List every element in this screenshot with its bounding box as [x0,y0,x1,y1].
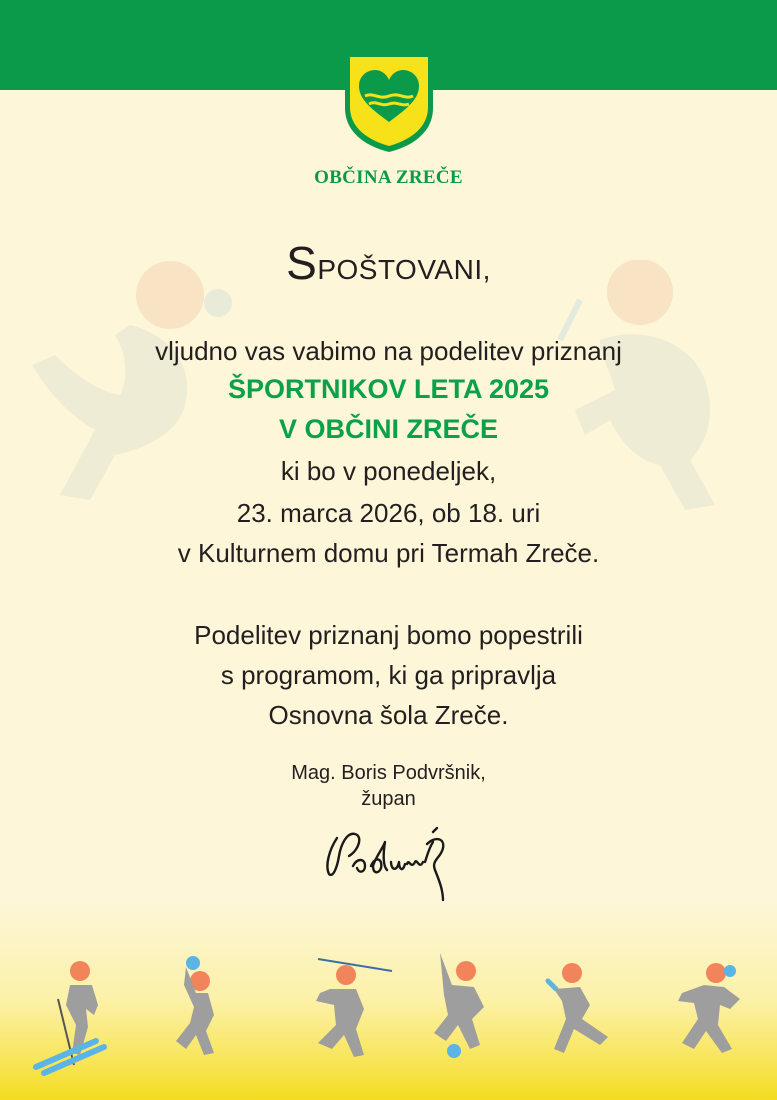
javelin-thrower-icon [316,959,392,1057]
skier-icon [36,961,104,1073]
program-line1: Podelitev priznanj bomo popestrili [194,620,583,650]
invite-line: vljudno vas vabimo na podelitev priznanj [155,336,622,366]
zrece-coat-of-arms-icon [343,50,435,154]
program-line2: s programom, ki ga pripravlja [220,660,557,690]
sports-figures-strip [0,945,777,1080]
relay-runner-icon [548,963,608,1053]
volleyball-player-icon [176,956,214,1055]
signatory-title: župan [361,788,416,810]
salutation-rest: POŠTOVANI, [317,254,491,285]
event-title-line1: ŠPORTNIKOV LETA 2025 [227,374,550,404]
date-line: 23. marca 2026, ob 18. uri [236,498,541,528]
event-title-line2: V OBČINI ZREČE [278,414,499,444]
ball-thrower-icon [678,963,740,1053]
day-line: ki bo v ponedeljek, [280,456,497,486]
footballer-icon [434,953,484,1058]
signatory-name: Mag. Boris Podvršnik, [291,762,486,784]
handwritten-signature-icon [315,818,465,908]
salutation [0,236,777,290]
venue-line: v Kulturnem domu pri Termah Zreče. [177,538,600,568]
program-line3: Osnovna šola Zreče. [268,700,509,730]
salutation-initial: S [286,237,318,289]
municipality-name: OBČINA ZREČE [314,167,463,188]
